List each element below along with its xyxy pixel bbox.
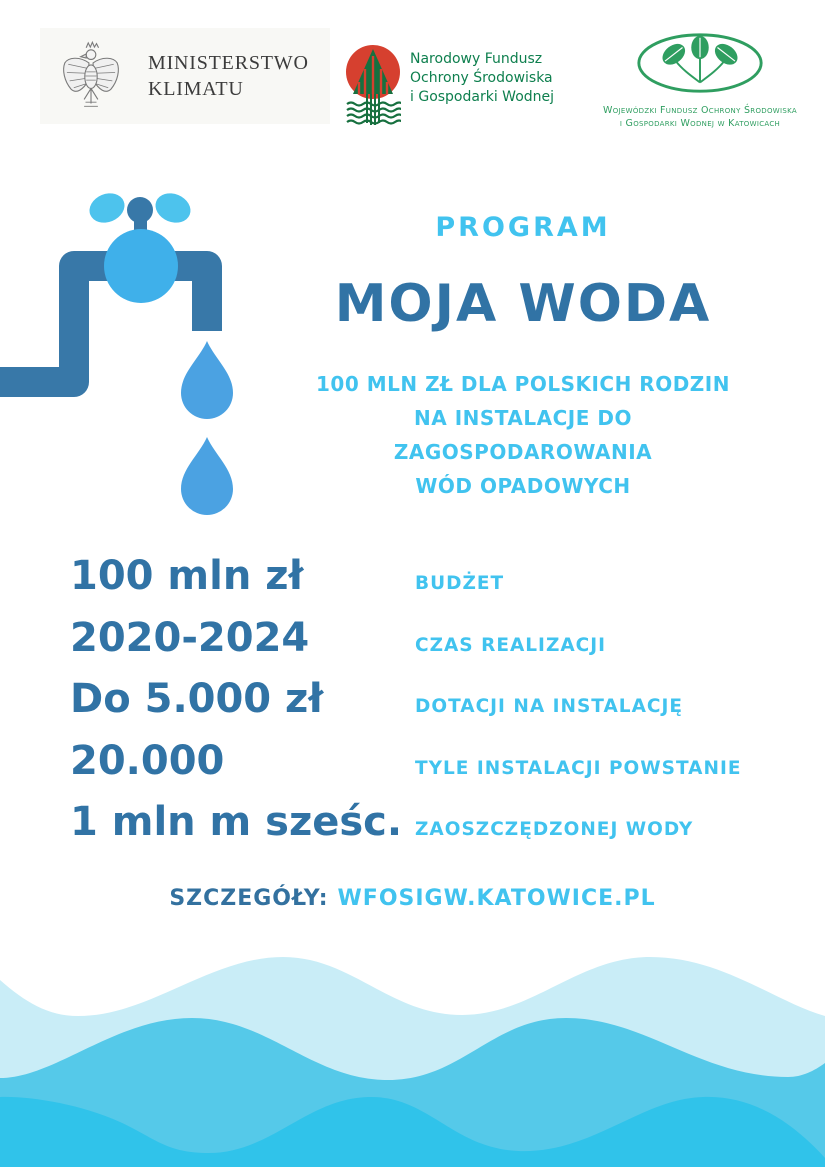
- subtitle-line2: NA INSTALACJE DO ZAGOSPODAROWANIA: [393, 406, 653, 464]
- stat-row-installations: [70, 739, 780, 783]
- stat-label: BUDŻET: [415, 573, 505, 594]
- pipe-shape: [0, 266, 207, 382]
- stat-value: 1 mln m sześc.: [70, 799, 403, 845]
- ministry-name: [148, 50, 309, 102]
- valve-circle: [104, 229, 178, 303]
- stat-row-timeframe: [70, 616, 780, 660]
- water-waves-decoration: [0, 950, 825, 1167]
- program-kicker: PROGRAM: [435, 212, 611, 243]
- nfosigw-logo-block: [345, 44, 554, 128]
- wfosigw-name: [583, 104, 817, 130]
- tree-in-red-circle-icon: [345, 44, 401, 128]
- three-leaves-oval-icon: [632, 31, 768, 97]
- ministry-name-line2: KLIMATU: [148, 78, 244, 100]
- wfosigw-name-line1: Wojewódzki Fundusz Ochrony Środowiska: [603, 105, 797, 116]
- stat-label: DOTACJI NA INSTALACJĘ: [415, 696, 684, 717]
- page-title: MOJA WODA: [334, 274, 712, 334]
- nfosigw-name-line1: Narodowy Fundusz: [410, 51, 543, 67]
- program-subtitle: [285, 367, 761, 503]
- details-label: SZCZEGÓŁY:: [169, 886, 329, 911]
- water-drop-1: [181, 341, 233, 419]
- stat-row-budget: [70, 554, 780, 598]
- wfosigw-logo-block: [583, 31, 817, 130]
- nfosigw-name-line3: i Gospodarki Wodnej: [410, 89, 555, 105]
- wfosigw-name-line2: i Gospodarki Wodnej w Katowicach: [619, 118, 781, 129]
- nfosigw-name: [410, 50, 554, 128]
- ministry-name-line1: MINISTERSTWO: [148, 52, 309, 74]
- polish-eagle-icon: [60, 38, 122, 114]
- water-drop-2: [181, 437, 233, 515]
- stat-row-water-saved: [70, 800, 780, 844]
- stat-row-grant: [70, 677, 780, 721]
- stat-value: 2020-2024: [70, 615, 310, 661]
- stat-value: 20.000: [70, 738, 225, 784]
- details-line: [0, 886, 825, 911]
- stat-value: 100 mln zł: [70, 553, 304, 599]
- faucet-with-drops-illustration: [0, 185, 280, 520]
- details-website: WFOSIGW.KATOWICE.PL: [337, 886, 656, 911]
- stat-label: TYLE INSTALACJI POWSTANIE: [415, 758, 742, 779]
- nfosigw-name-line2: Ochrony Środowiska: [410, 70, 553, 86]
- subtitle-line1: 100 MLN ZŁ DLA POLSKICH RODZIN: [316, 372, 730, 396]
- stat-label: CZAS REALIZACJI: [415, 635, 607, 656]
- stat-value: Do 5.000 zł: [70, 676, 324, 722]
- subtitle-line3: WÓD OPADOWYCH: [415, 474, 631, 498]
- ministry-logo-block: [40, 28, 330, 124]
- stat-label: ZAOSZCZĘDZONEJ WODY: [415, 819, 694, 840]
